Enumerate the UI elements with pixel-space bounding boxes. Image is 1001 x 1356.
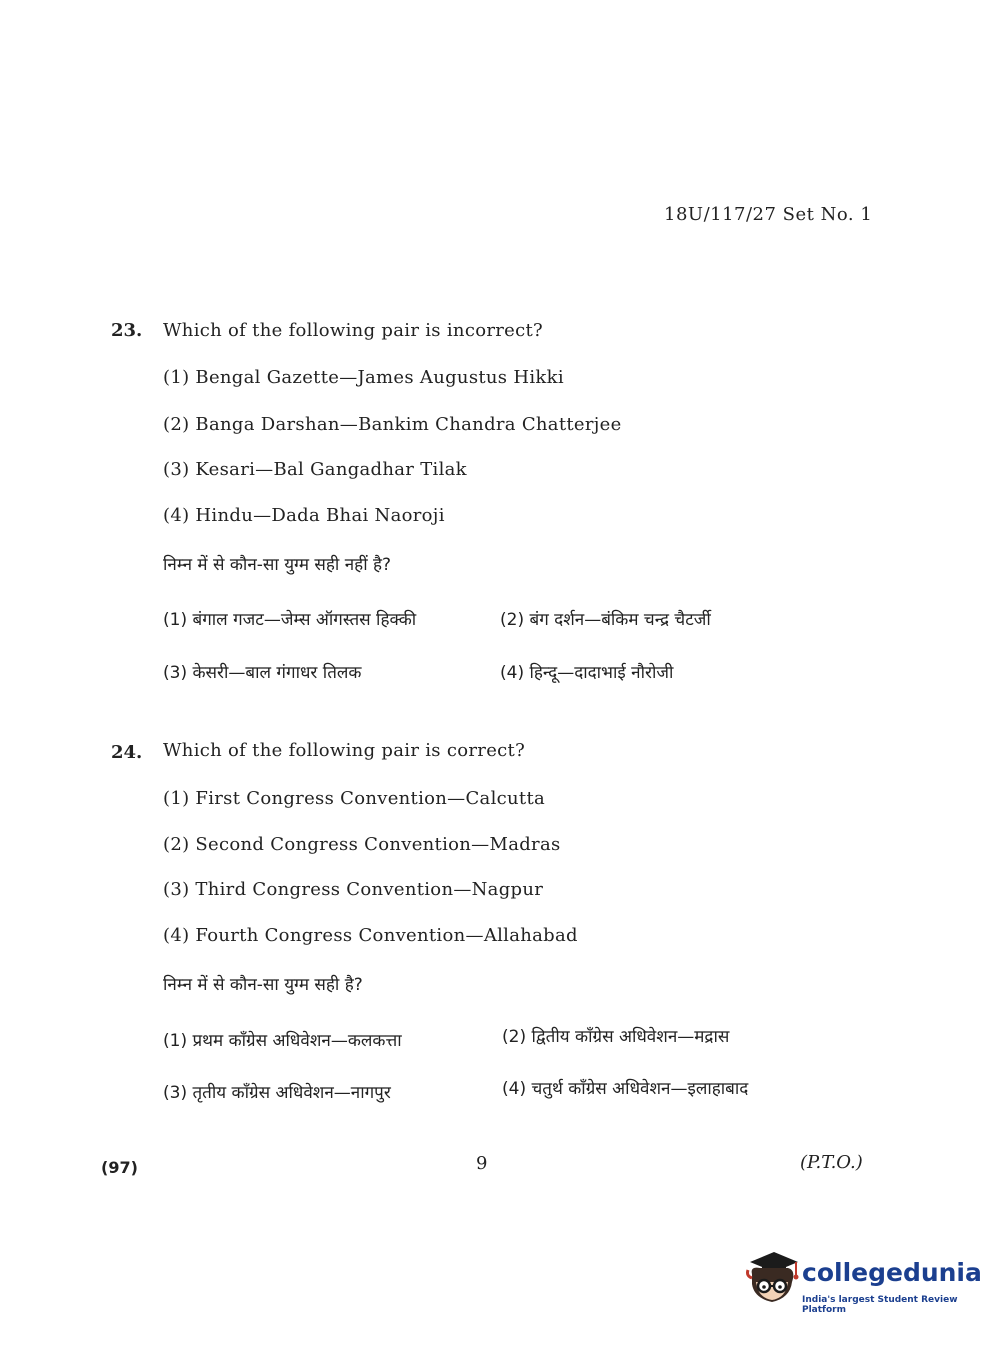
page-number: 9 xyxy=(476,1153,488,1174)
q24-option-en-1: (1) First Congress Convention—Calcutta xyxy=(163,788,546,809)
mascot-icon xyxy=(742,1248,802,1314)
set-code: 18U/117/27 Set No. 1 xyxy=(664,204,873,225)
q23-option-hi-3: (3) केसरी—बाल गंगाधर तिलक xyxy=(163,663,362,683)
logo-tagline: India's largest Student Review Platform xyxy=(802,1295,958,1315)
question-24-text-hindi: निम्न में से कौन-सा युग्म सही है? xyxy=(163,975,363,995)
q23-option-hi-2: (2) बंग दर्शन—बंकिम चन्द्र चैटर्जी xyxy=(500,610,711,630)
q24-option-hi-4: (4) चतुर्थ काँग्रेस अधिवेशन—इलाहाबाद xyxy=(502,1079,749,1099)
q23-option-hi-4: (4) हिन्दू—दादाभाई नौरोजी xyxy=(500,663,674,683)
footer-code: (97) xyxy=(101,1158,138,1177)
q23-option-hi-1: (1) बंगाल गजट—जेम्स ऑगस्तस हिक्की xyxy=(163,610,417,630)
collegedunia-logo[interactable] xyxy=(742,1248,982,1318)
q23-option-en-3: (3) Kesari—Bal Gangadhar Tilak xyxy=(163,459,467,480)
q23-option-en-4: (4) Hindu—Dada Bhai Naoroji xyxy=(163,505,445,526)
question-number-23: 23. xyxy=(111,320,143,341)
question-23-text: Which of the following pair is incorrect? xyxy=(163,320,543,341)
q24-option-hi-2: (2) द्वितीय काँग्रेस अधिवेशन—मद्रास xyxy=(502,1027,730,1047)
q24-option-hi-3: (3) तृतीय काँग्रेस अधिवेशन—नागपुर xyxy=(163,1083,391,1103)
q24-option-en-4: (4) Fourth Congress Convention—Allahabad xyxy=(163,925,578,946)
q24-option-hi-1: (1) प्रथम काँग्रेस अधिवेशन—कलकत्ता xyxy=(163,1031,402,1051)
pto-label: (P.T.O.) xyxy=(800,1152,863,1173)
q24-option-en-3: (3) Third Congress Convention—Nagpur xyxy=(163,879,544,900)
q23-option-en-1: (1) Bengal Gazette—James Augustus Hikki xyxy=(163,367,564,388)
logo-wordmark: collegedunia xyxy=(802,1258,982,1287)
question-23-text-hindi: निम्न में से कौन-सा युग्म सही नहीं है? xyxy=(163,555,392,575)
question-24-text: Which of the following pair is correct? xyxy=(163,740,526,761)
question-number-24: 24. xyxy=(111,742,143,763)
q24-option-en-2: (2) Second Congress Convention—Madras xyxy=(163,834,561,855)
q23-option-en-2: (2) Banga Darshan—Bankim Chandra Chatterjee xyxy=(163,414,622,435)
